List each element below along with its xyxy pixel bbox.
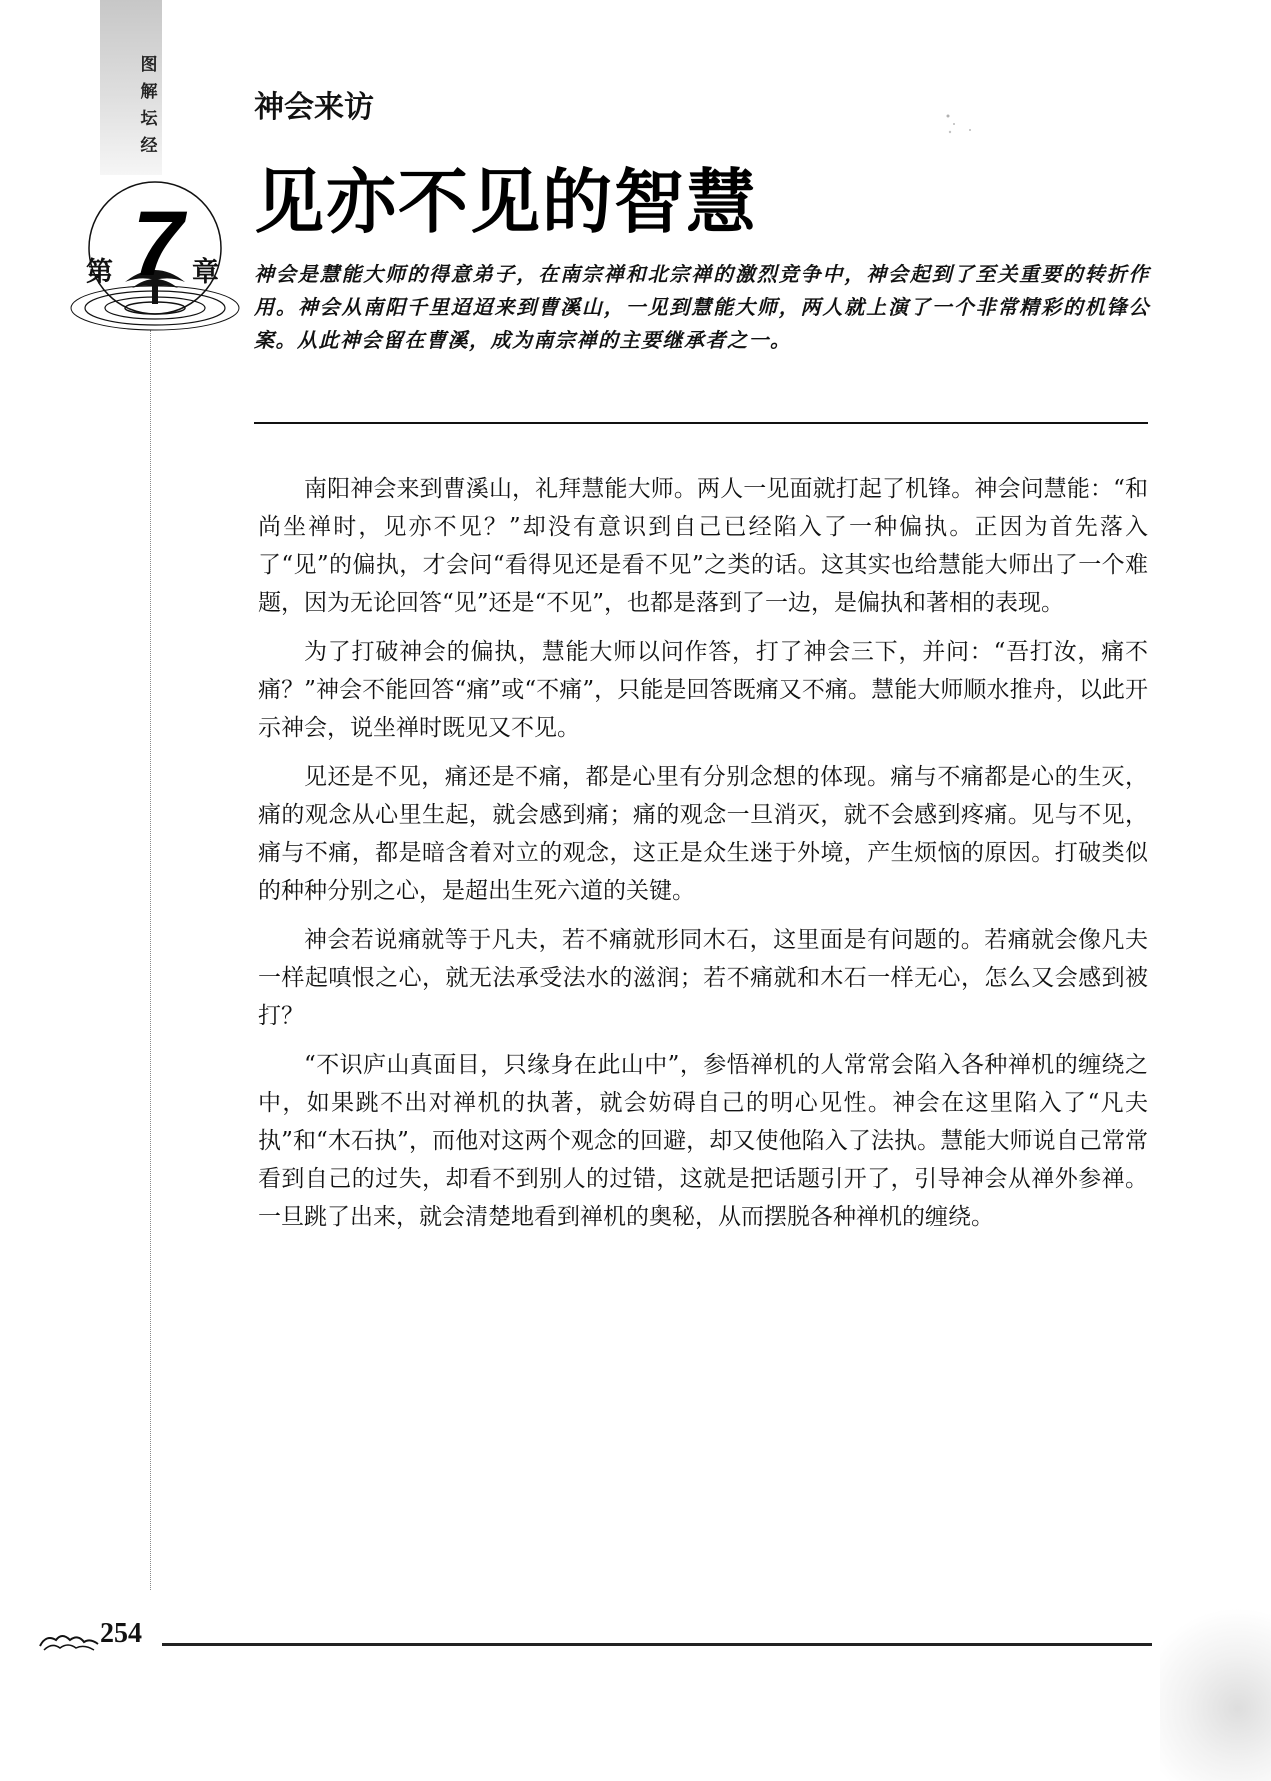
chapter-number: 7 (132, 193, 184, 295)
chapter-intro: 神会是慧能大师的得意弟子，在南宗禅和北宗禅的激烈竞争中，神会起到了至关重要的转折作用。神会从南阳千里迢迢来到曹溪山，一见到慧能大师，两人就上演了一个非常精彩的机锋公案。从此神会留在曹溪，成为南宗禅的主要继承者之一。 (254, 262, 1150, 352)
chapter-prefix: 第 (86, 257, 113, 288)
section-subtitle: 神会来访 (254, 90, 374, 125)
body-text (258, 470, 1148, 1247)
footer-rule (162, 1643, 1152, 1646)
series-char: 坛 (140, 109, 158, 129)
margin-rule (150, 330, 151, 1590)
paragraph: “不识庐山真面目，只缘身在此山中”，参悟禅机的人常常会陷入各种禅机的缠绕之中，如果跳不出对禅机的执著，就会妨碍自己的明心见性。神会在这里陷入了“凡夫执”和“木石执”，而他对这两个观念的回避，却又使他陷入了法执。慧能大师说自己常常看到自己的过失，却看不到别人的过错，这就是把话题引开了，引导神会从禅外参禅。一旦跳了出来，就会清楚地看到禅机的奥秘，从而摆脱各种禅机的缠绕。 (258, 1052, 1148, 1230)
series-char: 经 (140, 136, 158, 156)
scan-corner-noise (1160, 1600, 1271, 1781)
paragraph: 为了打破神会的偏执，慧能大师以问作答，打了神会三下，并问：“吾打汝，痛不痛？”神会不能回答“痛”或“不痛”，只能是回答既痛又不痛。慧能大师顺水推舟，以此开示神会，说坐禅时既见又不见。 (258, 639, 1148, 741)
page-title: 见亦不见的智慧 (254, 161, 758, 243)
paragraph: 南阳神会来到曹溪山，礼拜慧能大师。两人一见面就打起了机锋。神会问慧能：“和尚坐禅时，见亦不见？”却没有意识到自己已经陷入了一种偏执。正因为首先落入了“见”的偏执，才会问“看得见还是看不见”之类的话。这其实也给慧能大师出了一个难题，因为无论回答“见”还是“不见”，也都是落到了一边，是偏执和著相的表现。 (258, 476, 1148, 616)
chapter-suffix: 章 (192, 257, 219, 288)
paragraph: 神会若说痛就等于凡夫，若不痛就形同木石，这里面是有问题的。若痛就会像凡夫一样起嗔恨之心，就无法承受法水的滋润；若不痛就和木石一样无心，怎么又会感到被打？ (258, 927, 1148, 1029)
page-number: 254 (100, 1618, 142, 1649)
chapter-badge (70, 170, 240, 370)
series-char: 解 (140, 82, 158, 102)
cloud-scroll-ornament-icon (38, 1628, 100, 1656)
series-vertical-title (138, 52, 160, 160)
intro-divider (254, 422, 1148, 424)
paragraph: 见还是不见，痛还是不痛，都是心里有分别念想的体现。痛与不痛都是心的生灭，痛的观念从心里生起，就会感到痛；痛的观念一旦消灭，就不会感到疼痛。见与不见，痛与不痛，都是暗含着对立的观念，这正是众生迷于外境，产生烦恼的原因。打破类似的种种分别之心，是超出生死六道的关键。 (258, 764, 1148, 904)
series-char: 图 (140, 55, 158, 75)
scan-speck-icon (940, 110, 980, 140)
